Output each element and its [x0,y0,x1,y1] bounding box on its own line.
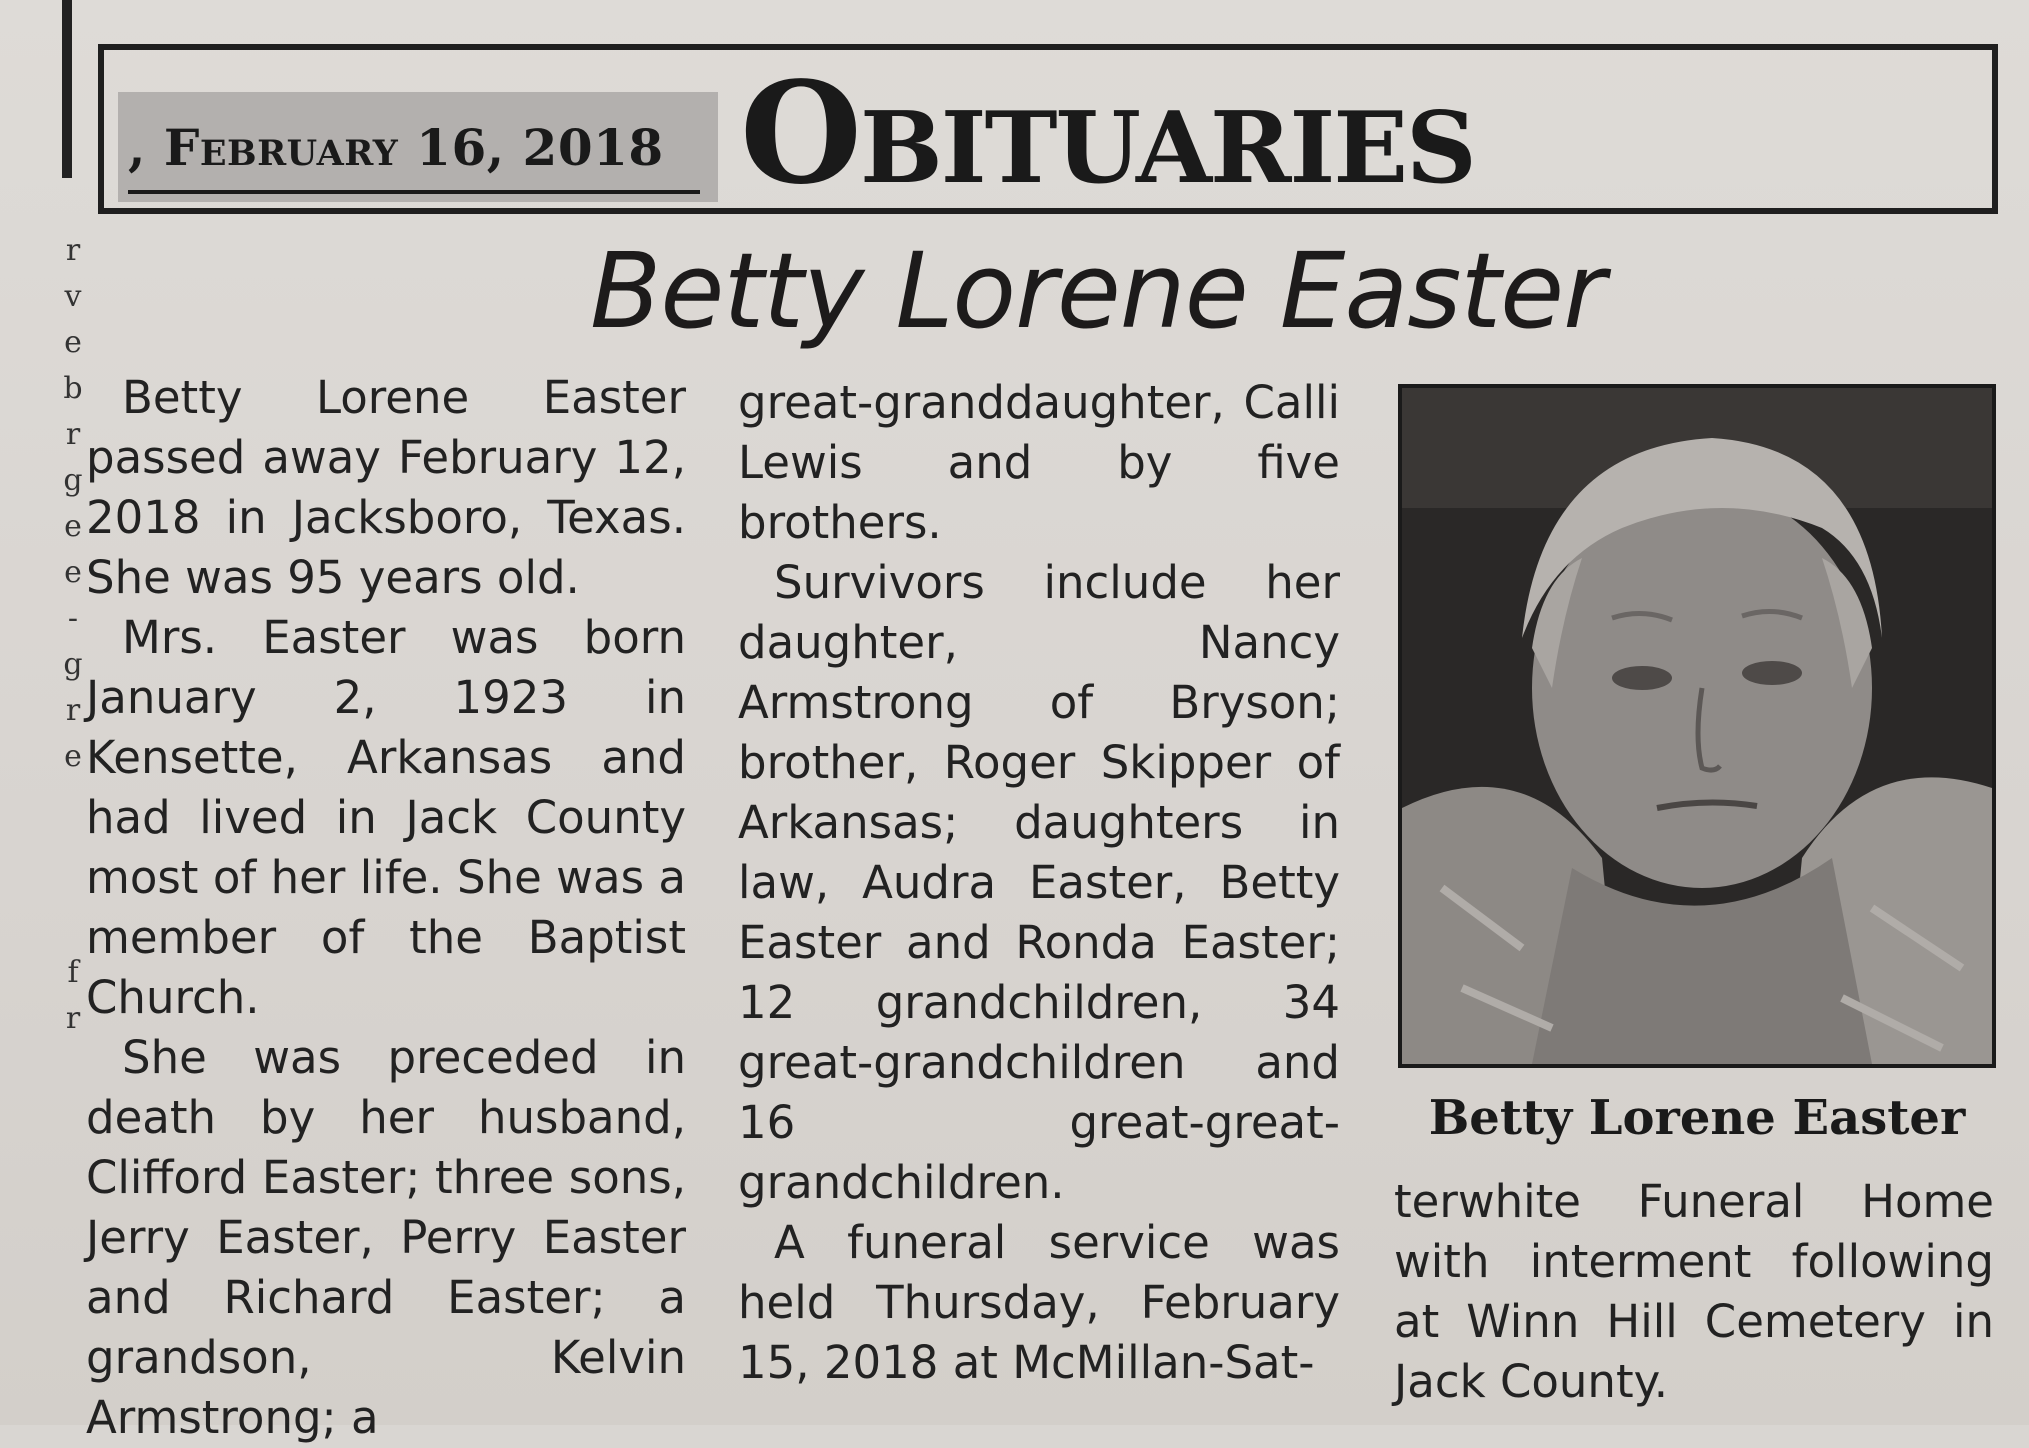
paragraph: Mrs. Easter was born January 2, 1923 in Kensette, Arkansas and had lived in Jack County most of her life. She was a member of the Baptist Church. [86,611,686,1024]
issue-date: , February 16, 2018 [128,118,664,177]
margin-char: v [64,279,82,314]
paragraph: great-granddaughter, Calli Lewis and by five brothers. [738,376,1340,549]
page-edge-rule [62,0,72,178]
text-column-1 [86,368,686,1448]
margin-char: e [64,325,82,360]
margin-char: g [63,647,83,682]
date-underline [128,190,700,194]
text-column-2 [738,373,1340,1393]
margin-char: f [67,955,79,990]
paragraph: She was preceded in death by her husband, Clifford Easter; three sons, Jerry Easter, Perry Easter and Richard Easter; a grandson, Kelvin Armstrong; a [86,1031,686,1444]
margin-char: e [64,509,82,544]
margin-char: b [63,371,83,406]
margin-char: e [64,739,82,774]
paragraph: terwhite Funeral Home with interment following at Winn Hill Cemetery in Jack County. [1394,1175,1994,1408]
paragraph: Betty Lorene Easter passed away February 12, 2018 in Jacksboro, Texas. She was 95 years old. [86,371,686,604]
margin-char: g [63,463,83,498]
portrait-photo [1398,384,1996,1068]
portrait-illustration [1402,388,1992,1064]
paragraph: A funeral service was held Thursday, February 15, 2018 at McMillan-Sat- [738,1216,1340,1389]
section-title: Obituaries [740,52,1475,216]
paragraph: Survivors include her daughter, Nancy Armstrong of Bryson; brother, Roger Skipper of Arkansas; daughters in law, Audra Easter, Betty Easter and Ronda Easter; 12 grandchildren, 34 great-grandchildren and 16 great-great-grandchildren. [738,556,1340,1209]
text-column-3 [1394,1172,1994,1412]
margin-bleed-text [58,228,88,1042]
margin-char: r [65,233,81,268]
photo-caption: Betty Lorene Easter [1428,1090,1966,1146]
margin-char: e [64,555,82,590]
margin-char: r [65,1001,81,1036]
obituary-headline: Betty Lorene Easter [590,230,1605,352]
margin-char: r [65,693,81,728]
margin-char: - [67,601,79,636]
margin-char: r [65,417,81,452]
